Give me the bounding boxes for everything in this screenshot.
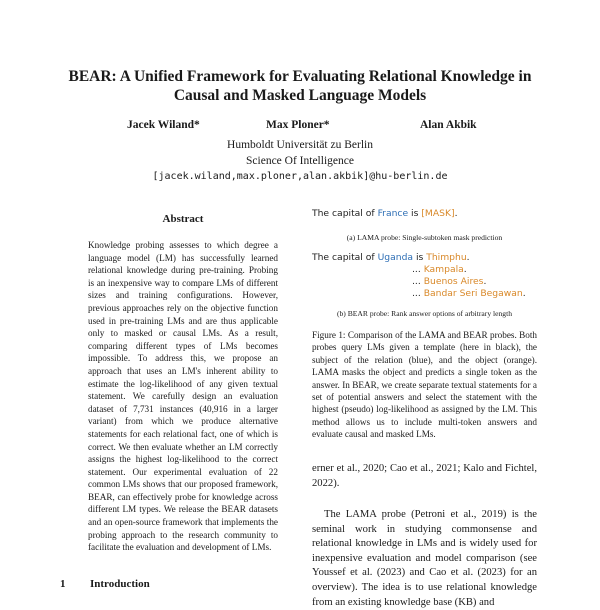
bear-end-1: . [466,252,470,263]
figure-caption: Figure 1: Comparison of the LAMA and BEAR probes. Both probes query LMs given a template (here in black), the subject of the relation (blue), and the object (orange). LAMA masks the object and predicts a single token as the answer. In BEAR, we create separate textual statements for a set of potential answers and select the statement with the highest (pseudo) log-likelihood as assigned by the LM. This method allows us to include multi-token answers and evaluate causal and masked LMs. [312,330,537,440]
abstract-body [88,239,278,554]
affiliation [100,138,500,185]
bear-ellipsis-3: ... [412,276,421,287]
abstract-heading: Abstract [162,213,204,225]
lama-subject: France [377,208,409,219]
bear-subject: Uganda [377,252,414,263]
bear-first-line [312,252,537,264]
abstract-text: Knowledge probing assesses to which degree a language model (LM) has successfully learned relational knowledge during pre-training. Probing is an inexpensive way to compare LMs of different sizes and training configurations. However, previous approaches rely on the objective function used in pre-training LMs and are thus applicable only to masked or causal LMs. As a result, comparing different types of LMs becomes impossible. To address this, we propose an approach that uses an LM's inherent ability to estimate the log-likelihood of any given textual statement. We carefully design an evaluation dataset of 7,731 instances (40,916 in a larger variant) from which we produce alternative statements for each relational fact, one of which is correct. We then evaluate whether an LM correctly assigns the highest log-likelihood to the correct statement. Our experimental evaluation of 22 common LMs shows that our proposed framework, BEAR, can effectively probe for knowledge across different LM types. We release the BEAR datasets and an open-source framework that implements the probing approach to the research community to facilitate the evaluation and development of LMs. [88,240,278,553]
body-paragraph: The LAMA probe (Petroni et al., 2019) is the seminal work in studying commonsense and relational knowledge in LMs and is widely used for inexpensive evaluation and model comparison (see Youssef et al. (2023) and Cao et al. (2023) for an overview). The idea is to use relational knowledge from an existing knowledge base (KB) and [312,509,537,608]
bear-template-middle: is [415,252,424,263]
section-title: Introduction [90,578,150,590]
bear-caption: (b) BEAR probe: Rank answer options of arbitrary length [336,309,513,318]
bear-answer-line-2 [312,264,537,276]
bear-answer-line-3 [312,276,537,288]
bear-answer-3: Buenos Aires [423,276,484,287]
bear-ellipsis-2: ... [412,264,421,275]
author-1: Jacek Wiland* [127,119,200,131]
section-number: 1 [60,578,66,590]
lama-mask-token: [MASK] [421,208,455,219]
bear-answer-1: Thimphu [426,252,467,263]
bear-ellipsis-4: ... [412,288,421,299]
bear-end-3: . [483,276,487,287]
lama-probe-example [312,208,537,220]
bear-end-4: . [522,288,526,299]
title-line-1: BEAR: A Unified Framework for Evaluating Relational Knowledge in [68,68,532,85]
lama-template-middle: is [411,208,419,219]
bear-probe-example [312,252,537,300]
affiliation-line-1: Humboldt Universität zu Berlin [227,139,373,151]
section-heading [60,578,150,590]
paper-title [60,67,540,105]
email-addresses: [jacek.wiland,max.ploner,alan.akbik]@hu-berlin.de [152,171,448,182]
affiliation-line-2: Science Of Intelligence [246,154,354,167]
bear-answer-2: Kampala [423,264,464,275]
title-line-2: Causal and Masked Language Models [173,87,427,104]
bear-end-2: . [463,264,467,275]
bear-answer-line-4 [312,288,537,300]
author-3: Alan Akbik [420,119,477,131]
bear-answer-4: Bandar Seri Begawan [423,288,523,299]
author-2: Max Ploner* [266,119,330,131]
bear-template-prefix: The capital of [312,252,375,263]
lama-caption: (a) LAMA probe: Single-subtoken mask prediction [346,233,503,242]
lama-end: . [454,208,458,219]
body-continuation: erner et al., 2020; Cao et al., 2021; Kalo and Fichtel, 2022). [312,463,537,489]
lama-template-prefix: The capital of [312,208,375,219]
